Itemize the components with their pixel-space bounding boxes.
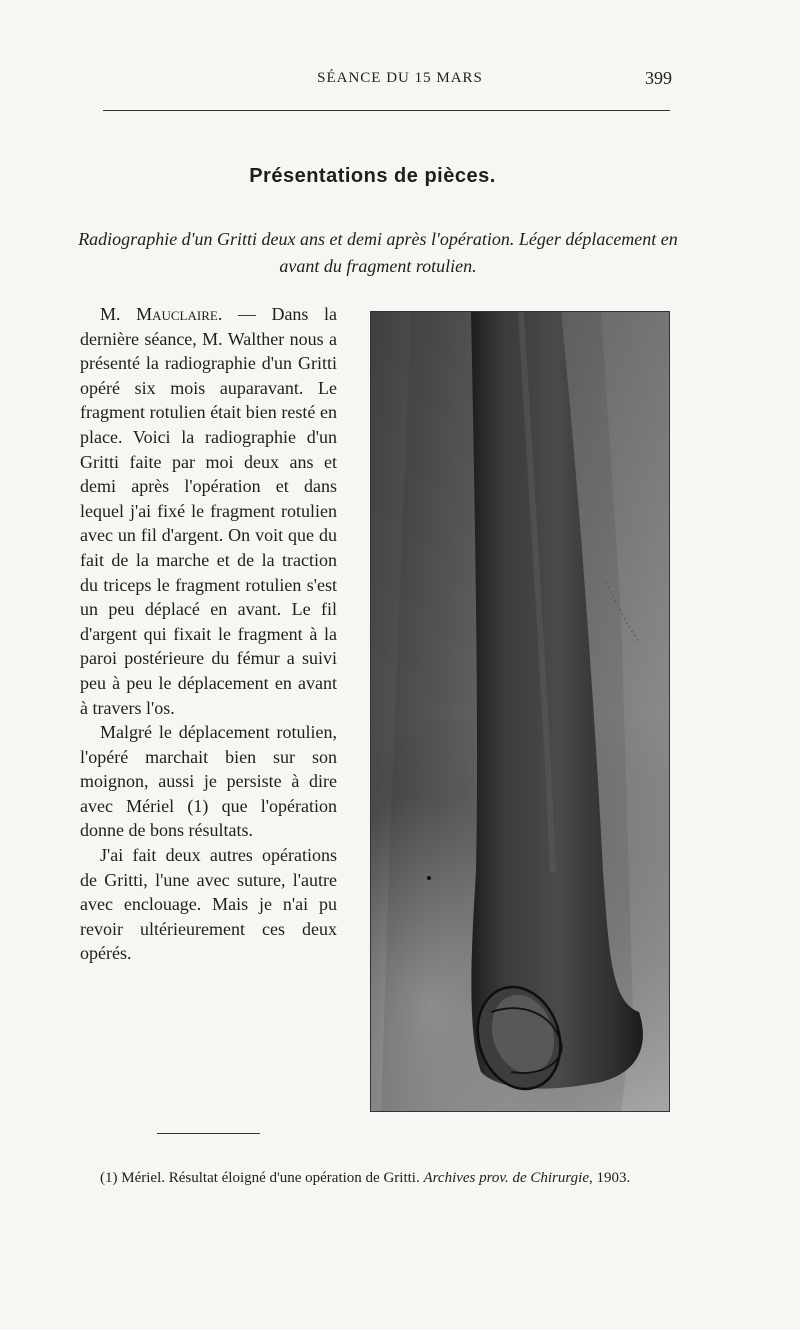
header-rule — [103, 110, 670, 111]
paragraph-1 — [80, 302, 337, 720]
page-number: 399 — [645, 68, 672, 88]
running-title: SÉANCE DU 15 MARS — [317, 70, 483, 86]
paragraph-1-text: . — Dans la dernière séance, M. Walther nous a présenté la radiographie d'un Gritti opéré six mois auparavant. Le fragment rotulien était bien resté en place. Voici la radiographie d'un Gritti faite par moi deux ans et demi après l'opération et dans lequel j'ai fixé le fragment rotulien avec un fil d'argent. On voit que du fait de la marche et de la traction du triceps le fragment rotulien s'est un peu déplacé en avant. Le fil d'argent qui fixait le fragment à la paroi postérieure du fémur a suivi peu à peu le déplacement en avant à travers l'os. — [80, 304, 337, 718]
author-prefix: M. — [100, 304, 137, 324]
footnote-rule — [157, 1133, 260, 1134]
article-body — [80, 302, 337, 966]
footnote-journal: Archives prov. de Chirurgie — [423, 1170, 589, 1186]
paragraph-2: Malgré le déplacement rotulien, l'opéré marchait bien sur son moignon, aussi je persiste à dire avec Mériel (1) que l'opération donne de bons résultats. — [80, 722, 337, 841]
footnote-marker: (1) — [100, 1170, 122, 1186]
author-name: Mauclaire — [136, 304, 218, 324]
footnote-year: , 1903. — [589, 1170, 631, 1186]
footnote — [80, 1168, 673, 1189]
paragraph-3: J'ai fait deux autres opérations de Gritti, l'une avec suture, l'autre avec enclouage. Mais je n'ai pu revoir ultérieurement ces deux opérés. — [80, 845, 337, 964]
footnote-text: Mériel. Résultat éloigné d'une opération de Gritti. — [121, 1170, 424, 1186]
radiograph-image — [371, 312, 670, 1112]
radiograph-figure — [370, 311, 670, 1112]
article-subtitle: Radiographie d'un Gritti deux ans et demi après l'opération. Léger déplacement en avant du fragment rotulien. — [78, 229, 678, 276]
section-title: Présentations de pièces. — [249, 165, 496, 187]
